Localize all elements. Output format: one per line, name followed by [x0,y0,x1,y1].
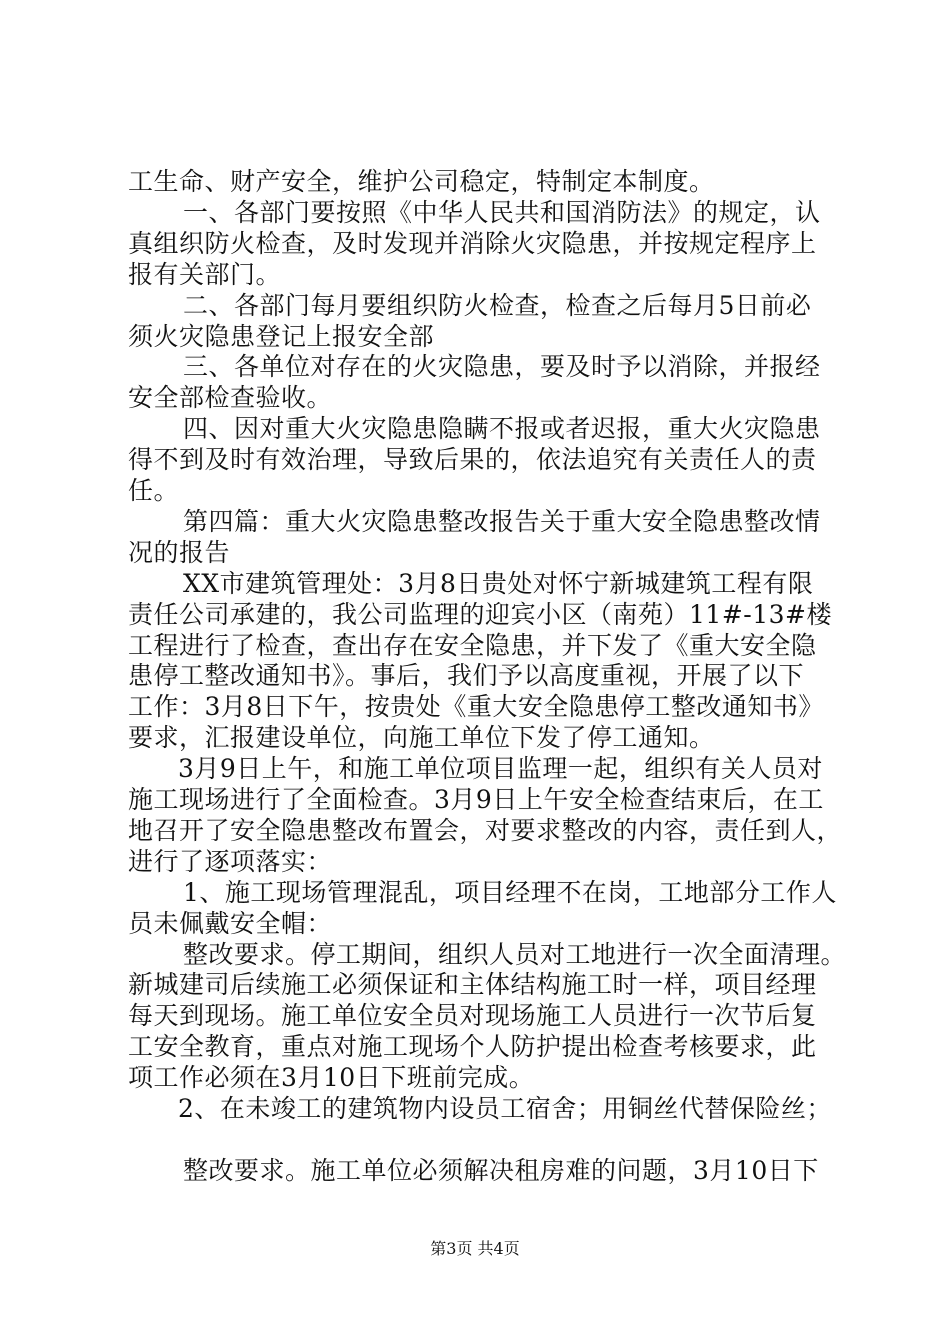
text-line: 得不到及时有效治理，导致后果的，依法追究有关责任人的责 [128,445,817,474]
text-line: 报有关部门。 [128,260,282,289]
text-line: 项工作必须在3月10日下班前完成。 [128,1063,535,1092]
text-line: 真组织防火检查，及时发现并消除火灾隐患，并按规定程序上 [128,229,817,258]
text-line: 四、因对重大火灾隐患隐瞒不报或者迟报，重大火灾隐患 [183,414,821,443]
text-line: 患停工整改通知书》。事后，我们予以高度重视，开展了以下 [128,661,805,690]
text-line: 工生命、财产安全，维护公司稳定，特制定本制度。 [128,167,715,196]
text-line: 一、各部门要按照《中华人民共和国消防法》的规定，认 [183,198,821,227]
text-line: 工作：3月8日下午，按贵处《重大安全隐患停工整改通知书》 [128,692,824,721]
page-footer: 第3页 共4页 [430,1239,520,1258]
text-line: 三、各单位对存在的火灾隐患，要及时予以消除，并报经 [183,352,821,381]
text-line: 任。 [128,476,180,505]
text-line: 整改要求。停工期间，组织人员对工地进行一次全面清理。 [183,940,847,969]
text-line: 员未佩戴安全帽： [128,909,333,938]
text-line: 1、施工现场管理混乱，项目经理不在岗，工地部分工作人 [183,878,837,907]
text-line: 要求，汇报建设单位，向施工单位下发了停工通知。 [128,723,715,752]
text-line: 3月9日上午，和施工单位项目监理一起，组织有关人员对 [178,754,823,783]
text-line: 新城建司后续施工必须保证和主体结构施工时一样，项目经理 [128,970,817,999]
text-line: 责任公司承建的，我公司监理的迎宾小区（南苑）11#-13#楼 [128,600,832,629]
text-line: XX市建筑管理处：3月8日贵处对怀宁新城建筑工程有限 [183,569,814,598]
text-line: 地召开了安全隐患整改布置会，对要求整改的内容，责任到人， [128,816,843,845]
text-line: 工程进行了检查，查出存在安全隐患，并下发了《重大安全隐 [128,631,817,660]
text-line: 工安全教育，重点对施工现场个人防护提出检查考核要求，此 [128,1032,817,1061]
text-line: 整改要求。施工单位必须解决租房难的问题，3月10日下 [183,1156,819,1185]
text-line: 进行了逐项落实： [128,847,333,876]
text-line: 二、各部门每月要组织防火检查，检查之后每月5日前必 [183,291,812,320]
text-line: 安全部检查验收。 [128,383,333,412]
section-heading: 第四篇：重大火灾隐患整改报告关于重大安全隐患整改情 [183,507,821,536]
text-line: 施工现场进行了全面检查。3月9日上午安全检查结束后，在工 [128,785,824,814]
text-line: 2、在未竣工的建筑物内设员工宿舍；用铜丝代替保险丝； [178,1094,832,1123]
text-line: 须火灾隐患登记上报安全部 [128,322,435,351]
text-line: 每天到现场。施工单位安全员对现场施工人员进行一次节后复 [128,1001,817,1030]
section-heading: 况的报告 [128,538,231,567]
